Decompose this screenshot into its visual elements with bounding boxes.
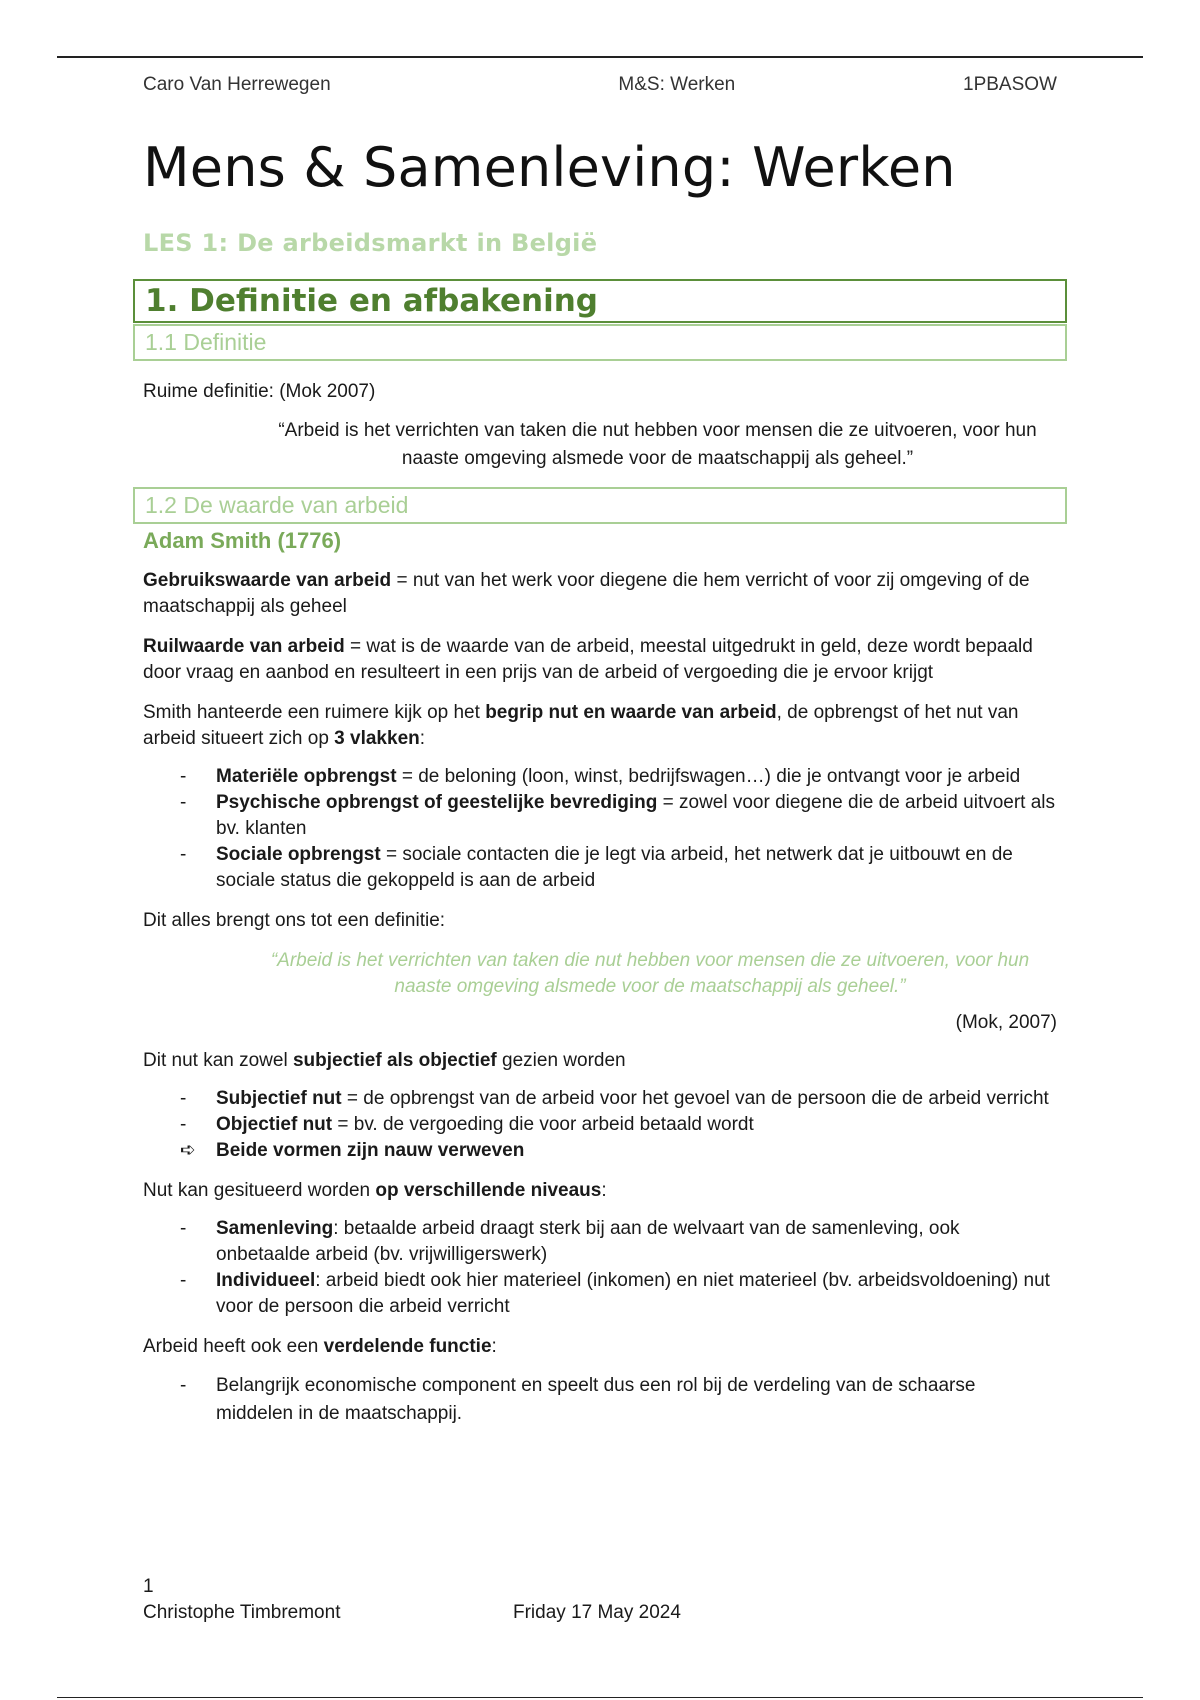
paragraph-gebruikswaarde	[143, 568, 1057, 620]
page-header	[143, 74, 1057, 96]
list-item	[143, 842, 1057, 894]
dash-marker: -	[180, 1114, 187, 1135]
text: = nut van het werk voor diegene die hem verricht of voor zij omgeving of de maatschappij als geheel	[143, 570, 1030, 617]
term: Samenleving	[216, 1218, 334, 1239]
header-course: M&S: Werken	[618, 74, 736, 95]
text: , de opbrengst of het nut van arbeid situeert zich op	[143, 702, 1019, 749]
list-verdelend	[143, 1372, 1057, 1428]
definition-quote: “Arbeid is het verrichten van taken die nut hebben voor mensen die ze uitvoeren, voor hun naaste omgeving alsmede voor de maatschappij als geheel.”	[278, 420, 1037, 469]
definition-quote-green: “Arbeid is het verrichten van taken die nut hebben voor mensen die ze uitvoeren, voor hun naaste omgeving alsmede voor de maatschappij als geheel.”	[270, 950, 1030, 997]
citation: (Mok, 2007)	[955, 1012, 1057, 1033]
list-item	[143, 1138, 1057, 1164]
document-page	[143, 60, 1057, 1428]
subsection-heading-box	[133, 487, 1067, 524]
paragraph-smith	[143, 700, 1057, 752]
dash-marker: -	[180, 766, 187, 787]
subsection-heading-waarde: 1.2 De waarde van arbeid	[145, 492, 409, 518]
text: = de opbrengst van de arbeid voor het gevoel van de persoon die de arbeid verricht	[341, 1088, 1049, 1109]
list-nut	[143, 1086, 1057, 1164]
header-class: 1PBASOW	[963, 74, 1057, 95]
paragraph-ruilwaarde	[143, 634, 1057, 686]
footer-date: Friday 17 May 2024	[513, 1602, 681, 1623]
lesson-heading: LES 1: De arbeidsmarkt in België	[143, 229, 598, 257]
term: verdelende functie	[323, 1336, 492, 1357]
list-niveaus	[143, 1216, 1057, 1320]
text: = zowel voor diegene die de arbeid uitvoert als bv. klanten	[216, 792, 1056, 839]
term: Gebruikswaarde van arbeid	[143, 570, 392, 591]
list-item	[143, 1086, 1057, 1112]
paragraph-lead-definition: Dit alles brengt ons tot een definitie:	[143, 910, 446, 931]
term: Individueel	[216, 1270, 316, 1291]
term: op verschillende niveaus	[375, 1180, 602, 1201]
term: subjectief als objectief	[292, 1050, 497, 1071]
term: Objectief nut	[216, 1114, 333, 1135]
paragraph-verdelend	[143, 1334, 1057, 1360]
text: :	[419, 728, 426, 749]
list-item	[143, 1268, 1057, 1320]
text: = bv. de vergoeding die voor arbeid betaald wordt	[332, 1114, 754, 1135]
list-item	[143, 764, 1057, 790]
term: Sociale opbrengst	[216, 844, 381, 865]
header-author: Caro Van Herrewegen	[143, 74, 331, 95]
term: Psychische opbrengst of geestelijke bevrediging	[216, 792, 658, 813]
list-item	[143, 1112, 1057, 1138]
author-heading: Adam Smith (1776)	[143, 528, 342, 553]
conclusion: Beide vormen zijn nauw verweven	[216, 1140, 525, 1161]
dash-marker: -	[180, 1270, 187, 1291]
bottom-rule	[57, 1697, 1143, 1698]
term: Subjectief nut	[216, 1088, 342, 1109]
text: : arbeid biedt ook hier materieel (inkomen) en niet materieel (bv. arbeidsvoldoening) nut voor de persoon die arbeid verricht	[216, 1270, 1050, 1317]
footer-author: Christophe Timbremont	[143, 1602, 341, 1623]
document-title: Mens & Samenleving: Werken	[143, 136, 956, 199]
page-footer	[143, 1574, 681, 1626]
paragraph-nut	[143, 1048, 1057, 1074]
dash-marker: -	[180, 1088, 187, 1109]
term: begrip nut en waarde van arbeid	[485, 702, 777, 723]
definition-intro: Ruime definitie: (Mok 2007)	[143, 381, 376, 402]
dash-marker: -	[180, 844, 187, 865]
top-rule	[57, 56, 1143, 58]
text: = de beloning (loon, winst, bedrijfswagen…) die je ontvangt voor je arbeid	[396, 766, 1021, 787]
footer-row	[143, 1600, 681, 1626]
text: : betaalde arbeid draagt sterk bij aan de welvaart van de samenleving, ook onbetaalde arbeid (bv. vrijwilligerswerk)	[216, 1218, 960, 1265]
subsection-heading-definitie: 1.1 Definitie	[145, 329, 267, 355]
text: :	[601, 1180, 607, 1201]
dash-marker: -	[180, 792, 187, 813]
section-heading: 1. Definitie en afbakening	[145, 283, 598, 319]
list-vlakken	[143, 764, 1057, 894]
term: 3 vlakken	[334, 728, 420, 749]
text: Dit nut kan zowel	[143, 1050, 293, 1071]
text: gezien worden	[496, 1050, 626, 1071]
paragraph-niveaus	[143, 1178, 1057, 1204]
term: Materiële opbrengst	[216, 766, 397, 787]
dash-marker: -	[180, 1375, 187, 1396]
page-number: 1	[143, 1576, 154, 1597]
arrow-icon: ➪	[180, 1140, 196, 1161]
subsection-heading-box	[133, 324, 1067, 361]
text: = wat is de waarde van de arbeid, meestal uitgedrukt in geld, deze wordt bepaald door vraag en aanbod en resulteert in een prijs van de arbeid of vergoeding die je ervoor krijgt	[143, 636, 1033, 683]
dash-marker: -	[180, 1218, 187, 1239]
text: Belangrijk economische component en speelt dus een rol bij de verdeling van de schaarse middelen in de maatschappij.	[216, 1375, 976, 1424]
text: Arbeid heeft ook een	[143, 1336, 324, 1357]
text: Smith hanteerde een ruimere kijk op het	[143, 702, 486, 723]
text: = sociale contacten die je legt via arbeid, het netwerk dat je uitbouwt en de sociale status die gekoppeld is aan de arbeid	[216, 844, 1013, 891]
list-item	[143, 1216, 1057, 1268]
term: Ruilwaarde van arbeid	[143, 636, 345, 657]
list-item	[143, 790, 1057, 842]
text: :	[491, 1336, 497, 1357]
text: Nut kan gesitueerd worden	[143, 1180, 376, 1201]
list-item	[143, 1372, 1057, 1428]
section-heading-box	[133, 279, 1067, 323]
